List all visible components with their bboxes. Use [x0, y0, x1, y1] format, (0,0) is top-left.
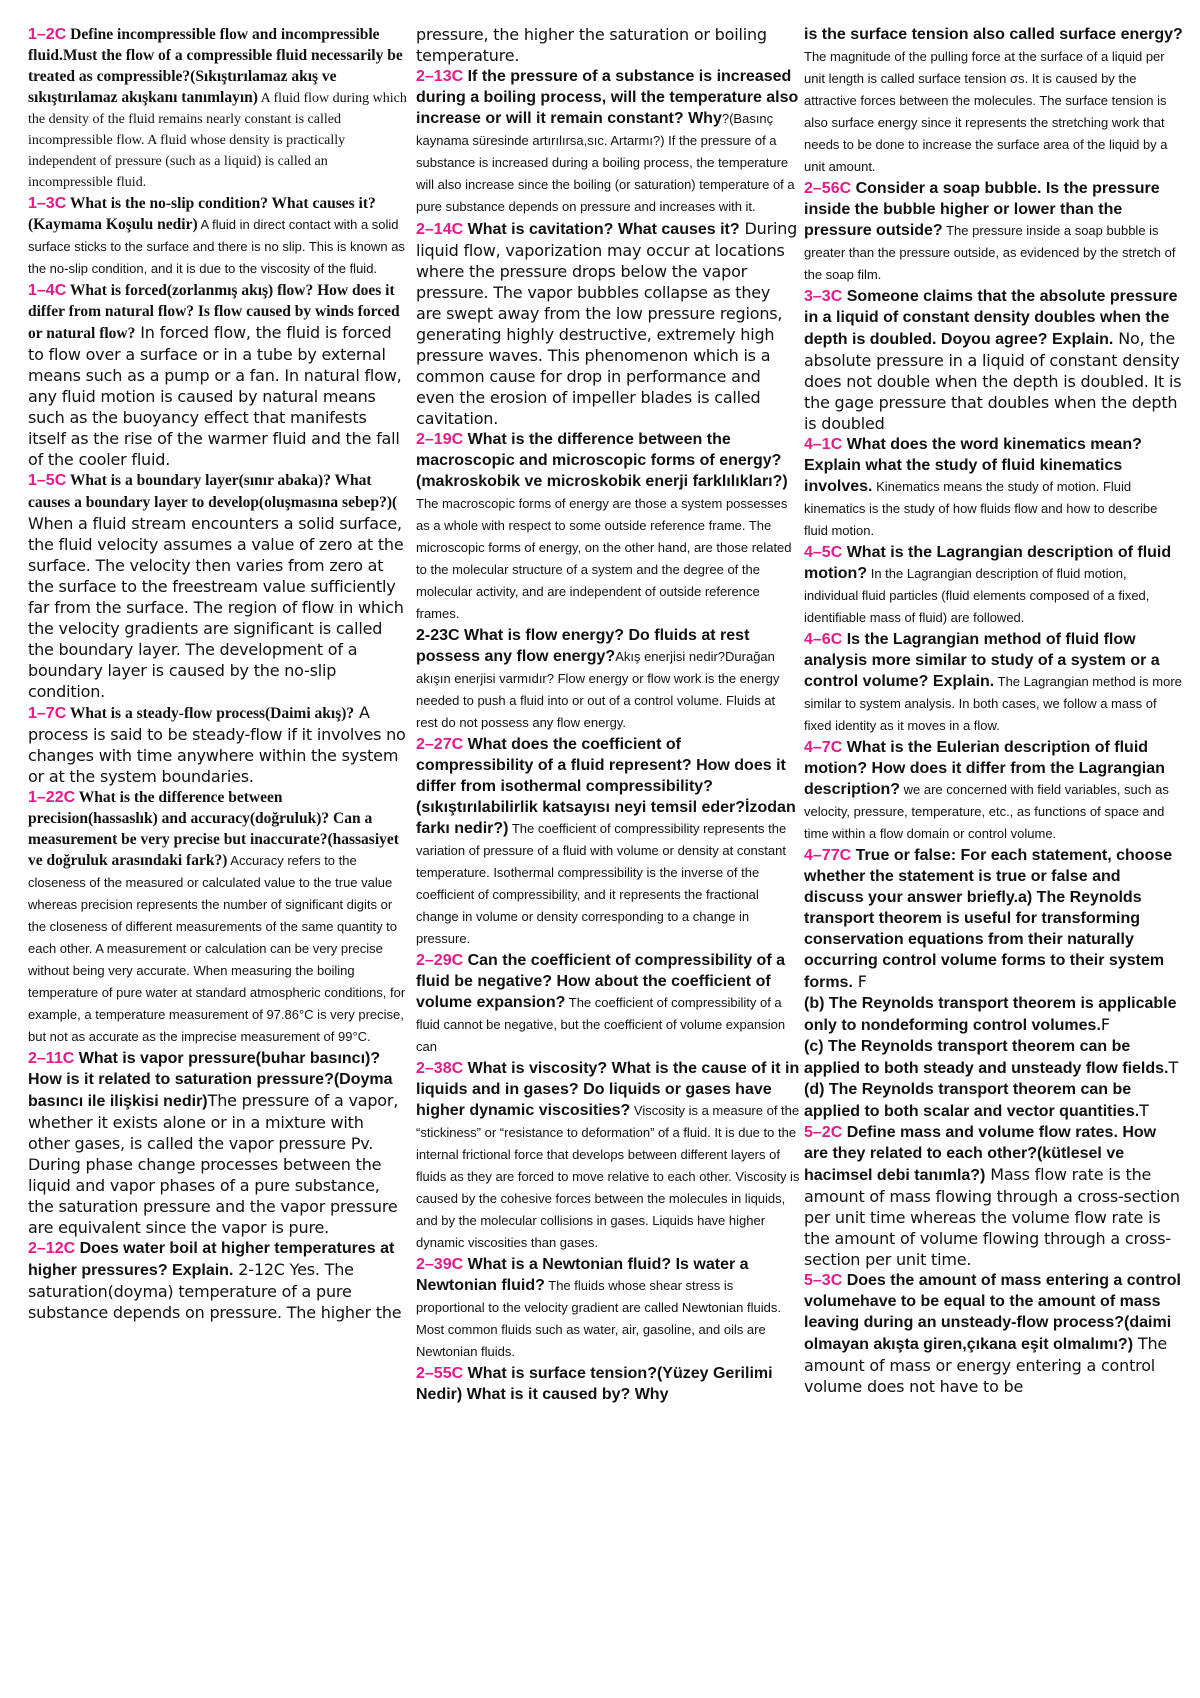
- question-number: 5–3C: [804, 1272, 843, 1289]
- question-number: 2–11C: [28, 1050, 75, 1067]
- qa-entry: [416, 625, 800, 734]
- question-text: Is the Lagrangian method of fluid flow analysis more similar to study of a system or a control volume? Explain.: [804, 631, 1160, 690]
- answer-text: A fluid flow during which the density of the fluid remains nearly constant is called incompressible flow. A fluid whose density is practically independent of pressure (such as a liquid) is called an incompressible fluid.: [28, 91, 407, 190]
- qa-entry: [416, 24, 800, 66]
- column-1: [28, 24, 408, 1684]
- answer-text: F: [852, 972, 867, 991]
- answer-text: In the Lagrangian description of fluid motion, individual fluid particles (fluid elements composed of a fixed, identifiable mass of fluid) are followed.: [804, 566, 1150, 625]
- qa-entry: [28, 193, 408, 280]
- qa-entry: [28, 702, 408, 787]
- question-number: 2–38C: [416, 1060, 464, 1077]
- answer-text: Viscosity is a measure of the “stickiness” or “resistance to deformation” of a fluid. It is due to the internal frictional force that develops between different layers of fluids as they are forced to move relative to each other. Viscosity is caused by the cohesive forces between the molecules in liquids, and by the molecular collisions in gases. Liquids have higher dynamic viscosities than gases.: [416, 1103, 800, 1250]
- answer-text: we are concerned with field variables, such as velocity, pressure, temperature, etc., as functions of space and time within a flow domain or control volume.: [804, 782, 1169, 841]
- answer-text: A process is said to be steady-flow if it involves no changes with time anywhere within the system or at the system boundaries.: [28, 703, 406, 786]
- question-number: 2–27C: [416, 736, 464, 753]
- question-text: What is a Newtonian fluid? Is water a Newtonian fluid?: [416, 1256, 749, 1294]
- question-number: 2–56C: [804, 180, 852, 197]
- question-number: 2–19C: [416, 431, 464, 448]
- qa-entry: [28, 24, 408, 193]
- question-text: What is a steady-flow process(Daimi akış)?: [66, 705, 355, 722]
- question-text: Does water boil at higher temperatures at higher pressures? Explain.: [28, 1240, 395, 1279]
- question-number: 4–7C: [804, 739, 843, 756]
- qa-entry: [804, 629, 1184, 737]
- question-text: (b) The Reynolds transport theorem is applicable only to nondeforming control volumes.: [804, 995, 1177, 1034]
- column-2: [416, 24, 800, 1684]
- question-text: What is vapor pressure(buhar basıncı)? How is it related to saturation pressure?(Doyma basıncı ile ilişkisi nedir): [28, 1050, 393, 1110]
- qa-entry: [804, 178, 1184, 286]
- question-text: (d) The Reynolds transport theorem can be applied to both scalar and vector quantities.: [804, 1081, 1140, 1120]
- question-text: Does the amount of mass entering a control volumehave to be equal to the amount of mass leaving during an unsteady-flow process?(daimi olmayan akışta giren,çıkana eşit olmalımı?): [804, 1272, 1181, 1353]
- answer-text: 2-12C Yes. The saturation(doyma) temperature of a pure substance depends on pressure. The higher the: [28, 1260, 402, 1322]
- question-text: What is the Lagrangian description of fluid motion?: [804, 544, 1172, 582]
- qa-entry: [28, 470, 408, 702]
- question-text: Define incompressible flow and incompressible fluid.Must the flow of a compressible fluid necessarily be treated as compressible?(Sıkıştırılamaz akış ve sıkıştırılamaz akışkanı tanımlayın): [28, 26, 403, 106]
- question-text: Consider a soap bubble. Is the pressure inside the bubble higher or lower than the pressure outside?: [804, 180, 1160, 239]
- qa-entry: [416, 66, 800, 218]
- qa-entry: [28, 1048, 408, 1238]
- qa-entry: [804, 24, 1184, 178]
- question-text: Can the coefficient of compressibility of a fluid be negative? How about the coefficient of volume expansion?: [416, 952, 785, 1011]
- answer-text: F: [1100, 1015, 1110, 1034]
- question-number: 1–2C: [28, 26, 67, 43]
- question-text: What does the coefficient of compressibility of a fluid represent? How does it differ from isothermal compressibility?(sıkıştırılabilirlik katsayısı neyi temsil eder?İzodan farkı nedir?): [416, 736, 796, 837]
- question-number: 1–5C: [28, 472, 67, 489]
- answer-text: The pressure of a vapor, whether it exists alone or in a mixture with other gases, is called the vapor pressure Pv. During phase change processes between the liquid and vapor phases of a pure substance, the saturation pressure and the vapor pressure are equivalent since the vapor is pure.: [28, 1091, 399, 1237]
- qa-entry: [416, 950, 800, 1058]
- question-text: What is viscosity? What is the cause of it in liquids and in gases? Do liquids or gases have higher dynamic viscosities?: [416, 1060, 800, 1119]
- answer-text: Kinematics means the study of motion. Fluid kinematics is the study of how fluids flow and how to describe fluid motion.: [804, 479, 1158, 538]
- question-number: 4–1C: [804, 436, 843, 453]
- qa-entry: [804, 1036, 1184, 1079]
- question-number: 2–39C: [416, 1256, 464, 1273]
- qa-entry: [804, 542, 1184, 629]
- qa-entry: [804, 1079, 1184, 1122]
- question-number: 1–22C: [28, 789, 76, 806]
- question-number: 1–4C: [28, 282, 67, 299]
- question-text: Define mass and volume flow rates. How are they related to each other?(kütlesel ve hacimsel debi tanımla?): [804, 1124, 1157, 1184]
- question-number: 2–55C: [416, 1365, 464, 1382]
- answer-text: Accuracy refers to the closeness of the measured or calculated value to the true value whereas precision represents the number of significant digits or the closeness of different measurements of the same quantity to each other. A measurement or calculation can be very precise without being very accurate. When measuring the boiling temperature of pure water at standard atmospheric conditions, for example, a temperature measurement of 97.86°C is very precise, but not as accurate as the imprecise measurement of 99°C.: [28, 853, 406, 1044]
- answer-text: During liquid flow, vaporization may occur at locations where the pressure drops below the vapor pressure. The vapor bubbles collapse as they are swept away from the low pressure regions, generating highly destructive, extremely high pressure waves. This phenomenon which is a common cause for drop in performance and even the erosion of impeller blades is called cavitation.: [416, 219, 798, 428]
- qa-entry: [28, 1238, 408, 1323]
- question-text: What does the word kinematics mean? Explain what the study of fluid kinematics involves.: [804, 436, 1142, 495]
- qa-entry: [28, 280, 408, 470]
- qa-entry: [28, 787, 408, 1048]
- question-text: What is the Eulerian description of fluid motion? How does it differ from the Lagrangian description?: [804, 739, 1165, 798]
- question-text: What is a boundary layer(sınır abaka)? What causes a boundary layer to develop(oluşmasına sebep?)(: [28, 472, 398, 511]
- qa-entry: [804, 1270, 1184, 1397]
- qa-entry: [416, 1363, 800, 1405]
- answer-text: T: [1139, 1101, 1149, 1120]
- question-text: What is the difference between precision(hassaslık) and accuracy(doğruluk)? Can a measurement be very precise but inaccurate?(hassasiyet ve doğruluk arasındaki fark?): [28, 789, 399, 869]
- answer-text: Mass flow rate is the amount of mass flowing through a cross-section per unit time whereas the volume flow rate is the amount of volume flowing through a cross-section per unit time.: [804, 1165, 1180, 1269]
- question-number: 2–14C: [416, 221, 464, 238]
- question-text: What is the no-slip condition? What causes it?(Kaymama Koşulu nedir): [28, 195, 376, 233]
- answer-text: A fluid in direct contact with a solid surface sticks to the surface and there is no slip. This is known as the no-slip condition, and it is due to the viscosity of the fluid.: [28, 217, 405, 276]
- qa-entry: [804, 286, 1184, 434]
- answer-text: When a fluid stream encounters a solid surface, the fluid velocity assumes a value of zero at the surface. The velocity then varies from zero at the surface to the freestream value sufficiently far from the surface. The region of flow in which the velocity gradients are significant is called the boundary layer. The development of a boundary layer is caused by the no-slip condition.: [28, 514, 404, 701]
- answer-text: The amount of mass or energy entering a control volume does not have to be: [804, 1334, 1168, 1396]
- question-number: 1–3C: [28, 195, 67, 212]
- answer-text: No, the absolute pressure in a liquid of constant density does not double when the depth is doubled. It is the gage pressure that doubles when the depth is doubled: [804, 329, 1182, 433]
- question-number: 4–6C: [804, 631, 843, 648]
- answer-text: T: [1168, 1058, 1179, 1077]
- question-number: 4–77C: [804, 847, 852, 864]
- question-number: 4–5C: [804, 544, 843, 561]
- qa-entry: [804, 1122, 1184, 1270]
- answer-text: The magnitude of the pulling force at the surface of a liquid per unit length is called surface tension σs. It is caused by the attractive forces between the molecules. The surface tension is also surface energy since it represents the stretching work that needs to be done to increase the surface area of the liquid by a unit amount.: [804, 49, 1168, 174]
- column-3: [804, 24, 1184, 1684]
- question-text: True or false: For each statement, choose whether the statement is true or false and discuss your answer briefly.a) The Reynolds transport theorem is useful for transforming conservation equations from their naturally occurring control volume forms to their system forms.: [804, 847, 1173, 991]
- answer-text: The coefficient of compressibility of a fluid cannot be negative, but the coefficient of volume expansion can: [416, 995, 786, 1054]
- question-number: 2–12C: [28, 1240, 76, 1257]
- qa-entry: [416, 734, 800, 950]
- answer-text: In forced flow, the fluid is forced to flow over a surface or in a tube by external means such as a pump or a fan. In natural flow, any fluid motion is caused by natural means such as the buoyancy effect that manifests itself as the rise of the warmer fluid and the fall of the cooler fluid.: [28, 323, 402, 469]
- qa-entry: [804, 737, 1184, 845]
- question-text: What is surface tension?(Yüzey Gerilimi Nedir) What is it caused by? Why: [416, 1365, 773, 1403]
- qa-entry: [804, 845, 1184, 993]
- answer-text: The coefficient of compressibility represents the variation of pressure of a fluid with volume or density at constant temperature. Isothermal compressibility is the inverse of the coefficient of compressibility, and it represents the fractional change in volume or density corresponding to a change in pressure.: [416, 821, 787, 946]
- qa-entry: [416, 1254, 800, 1363]
- question-text: is the surface tension also called surface energy?: [804, 26, 1183, 43]
- answer-text: The fluids whose shear stress is proportional to the velocity gradient are called Newtonian fluids. Most common fluids such as water, air, gasoline, and oils are Newtonian fluids.: [416, 1278, 781, 1359]
- question-text: What is the difference between the macroscopic and microscopic forms of energy?(makroskobik ve microskobik enerji farklılıkları?): [416, 431, 788, 490]
- question-number: 1–7C: [28, 705, 67, 722]
- question-number: 2–29C: [416, 952, 464, 969]
- question-number: 2–13C: [416, 68, 464, 85]
- question-text: What is cavitation? What causes it?: [463, 221, 740, 238]
- question-text: What is forced(zorlanmış akış) flow? How does it differ from natural flow? Is flow caused by winds forced or natural flow?: [28, 282, 400, 342]
- question-text: 2-23C What is flow energy? Do fluids at rest possess any flow energy?: [416, 627, 750, 665]
- answer-text: ?(Basınç kaynama süresinde artırılırsa,sıc. Artarmı?) If the pressure of a substance is increased during a boiling process, the temperature will also increase since the boiling (or saturation) temperature of a pure substance depends on pressure and increases with it.: [416, 111, 795, 214]
- question-text: Someone claims that the absolute pressure in a liquid of constant density doubles when the depth is doubled. Doyou agree? Explain.: [804, 288, 1178, 348]
- qa-entry: [416, 218, 800, 429]
- qa-entry: [804, 434, 1184, 542]
- answer-text: The Lagrangian method is more similar to system analysis. In both cases, we follow a mass of fixed identity as it moves in a flow.: [804, 674, 1182, 733]
- question-text: (c) The Reynolds transport theorem can be applied to both steady and unsteady flow fields.: [804, 1038, 1169, 1077]
- answer-text: pressure, the higher the saturation or boiling temperature.: [416, 25, 767, 65]
- question-number: 3–3C: [804, 288, 843, 305]
- question-number: 5–2C: [804, 1124, 843, 1141]
- qa-entry: [416, 1058, 800, 1254]
- answer-text: The macroscopic forms of energy are those a system possesses as a whole with respect to some outside reference frame. The microscopic forms of energy, on the other hand, are those related to the molecular structure of a system and the degree of the molecular activity, and are independent of outside reference frames.: [416, 496, 792, 621]
- answer-text: The pressure inside a soap bubble is greater than the pressure outside, as evidenced by the stretch of the soap film.: [804, 223, 1176, 282]
- qa-entry: [416, 429, 800, 625]
- qa-entry: [804, 993, 1184, 1036]
- question-text: If the pressure of a substance is increased during a boiling process, will the temperature also increase or will it remain constant? Why: [416, 68, 799, 127]
- answer-text: Akış enerjisi nedir?Durağan akışın enerjisi varmıdır? Flow energy or flow work is the energy needed to push a fluid into or out of a control volume. Fluids at rest do not possess any flow energy.: [416, 649, 780, 730]
